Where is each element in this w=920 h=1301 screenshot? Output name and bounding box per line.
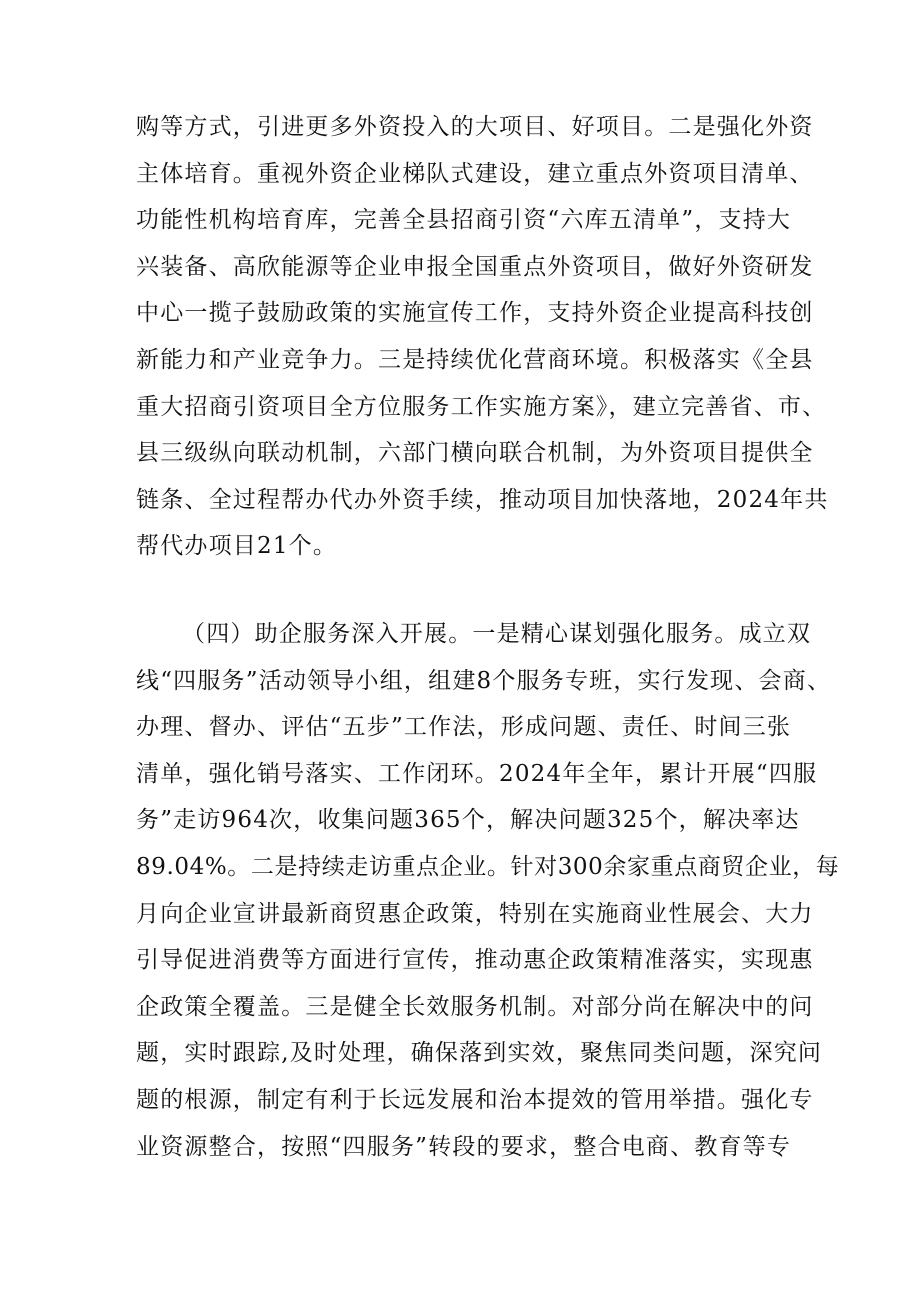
text-line: 兴装备、高欣能源等企业申报全国重点外资项目，做好外资研发	[136, 253, 814, 280]
text-line: 重大招商引资项目全方位服务工作实施方案》，建立完善省、市、	[136, 393, 827, 420]
text-line: 业资源整合，按照“四服务”转段的要求，整合电商、教育等专	[136, 1133, 792, 1160]
paragraph-enterprise-services	[136, 611, 840, 1170]
text-line: 89.04%。二是持续走访重点企业。针对300余家重点商贸企业，每	[136, 853, 840, 880]
text-line: 月向企业宣讲最新商贸惠企政策，特别在实施商业性展会、大力	[136, 900, 814, 927]
text-line: 办理、督办、评估“五步”工作法，形成问题、责任、时间三张	[136, 714, 792, 741]
text-line: 主体培育。重视外资企业梯队式建设，建立重点外资项目清单、	[136, 160, 814, 187]
text-line: 引导促进消费等方面进行宣传，推动惠企政策精准落实，实现惠	[136, 947, 814, 974]
paragraph-foreign-investment	[136, 104, 829, 570]
text-line: 购等方式，引进更多外资投入的大项目、好项目。二是强化外资	[136, 114, 814, 140]
text-line: 县三级纵向联动机制，六部门横向联合机制，为外资项目提供全	[136, 440, 814, 467]
text-line: 新能力和产业竞争力。三是持续优化营商环境。积极落实《全县	[136, 346, 814, 373]
text-line: 帮代办项目21个。	[136, 533, 338, 560]
text-line: 清单，强化销号落实、工作闭环。2024年全年，累计开展“四服	[136, 760, 818, 787]
text-line: 线“四服务”活动领导小组，组建8个服务专班，实行发现、会商、	[136, 667, 832, 694]
text-line: 功能性机构培育库，完善全县招商引资“六库五清单”，支持大	[136, 207, 792, 234]
text-line: 务”走访964次，收集问题365个，解决问题325个，解决率达	[136, 807, 800, 834]
text-line: 中心一揽子鼓励政策的实施宣传工作，支持外资企业提高科技创	[136, 300, 814, 327]
text-line: （四）助企服务深入开展。一是精心谋划强化服务。成立双	[182, 621, 812, 647]
text-line: 题的根源，制定有利于长远发展和治本提效的管用举措。强化专	[136, 1086, 814, 1113]
text-line: 链条、全过程帮办代办外资手续，推动项目加快落地，2024年共	[136, 486, 829, 513]
text-line: 题，实时跟踪,及时处理，确保落到实效，聚焦同类问题，深究问	[136, 1040, 823, 1067]
text-line: 企政策全覆盖。三是健全长效服务机制。对部分尚在解决中的问	[136, 993, 814, 1020]
